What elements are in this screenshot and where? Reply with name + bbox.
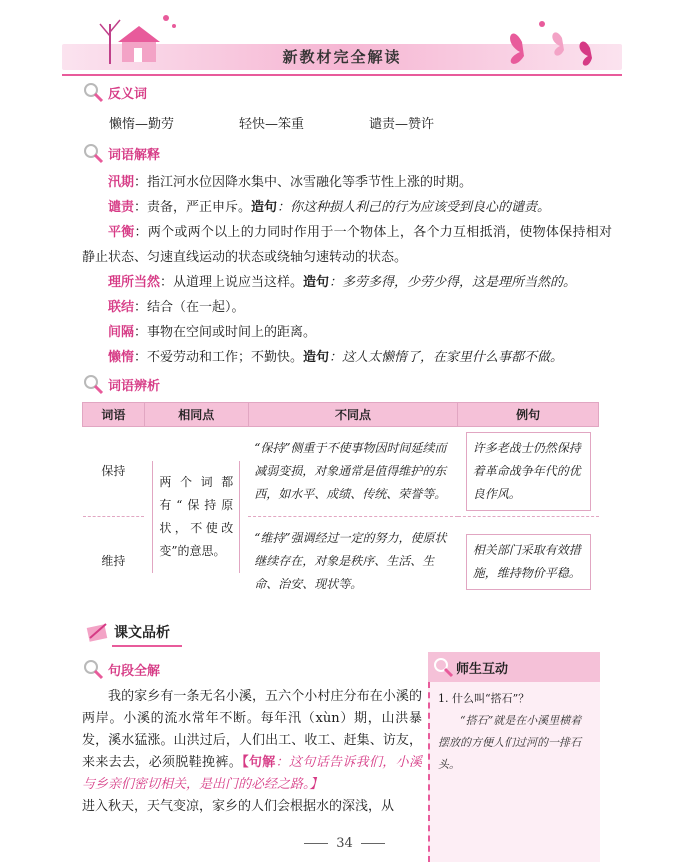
section-label: 词语解释 <box>108 147 161 163</box>
shared-text: 两个词都有“保持原状，不使改变”的意思。 <box>152 461 240 573</box>
definition-term: 汛期 <box>108 175 135 190</box>
definition-text: ：不爱劳动和工作；不勤快。 <box>134 350 304 365</box>
definition-text: ：结合（在一起）。 <box>134 300 245 315</box>
definition-term: 联结 <box>108 300 135 315</box>
definition-item <box>82 295 612 320</box>
interaction-heading <box>428 652 600 682</box>
comparison-table <box>82 402 599 607</box>
definition-term: 平衡 <box>108 225 135 240</box>
definition-item <box>82 170 612 195</box>
magnifier-icon <box>82 373 104 395</box>
antonym-list <box>109 113 434 132</box>
header-underline <box>62 74 622 76</box>
table-header: 词语 <box>83 403 145 427</box>
section-analysis-heading <box>82 373 160 395</box>
definition-term: 懒惰 <box>108 350 135 365</box>
section-label: 课文品析 <box>114 625 170 641</box>
definition-term: 理所当然 <box>108 275 161 290</box>
definition-text: ：责备，严正申斥。 <box>134 200 252 215</box>
definition-term: 谴责 <box>108 200 135 215</box>
header-title: 新教材完全解读 <box>282 48 402 66</box>
section-label: 词语辨析 <box>108 378 161 394</box>
example-label: 造句 <box>303 350 330 365</box>
definition-item <box>82 195 612 220</box>
example-sentence: ：多劳多得，少劳少得，这是理所当然的。 <box>329 275 577 290</box>
example-label: 造句 <box>251 200 278 215</box>
table-header-row <box>83 403 599 427</box>
lesson-underline <box>112 645 182 647</box>
interaction-body <box>428 682 600 862</box>
example-sentence: ：你这种损人利己的行为应该受到良心的谴责。 <box>277 200 551 215</box>
passage-paragraph: 进入秋天，天气变凉，家乡的人们会根据水的深浅，从 <box>82 799 395 814</box>
interaction-question: 1. 什么叫“搭石”？ <box>438 692 530 705</box>
passage-paragraph <box>82 686 422 796</box>
section-label: 反义词 <box>108 86 148 102</box>
definition-item <box>82 270 612 295</box>
section-antonyms-heading <box>82 81 147 103</box>
table-word: 保持 <box>83 427 145 517</box>
magnifier-icon <box>82 142 104 164</box>
definition-item <box>82 220 612 270</box>
table-row <box>83 427 599 517</box>
page-number: 34 <box>0 836 689 851</box>
antonym-item: 轻快—笨重 <box>239 117 305 132</box>
annotation-label: 【句解 <box>242 755 276 770</box>
magnifier-icon <box>82 658 104 680</box>
passage-body: 我的家乡有一条无名小溪，五六个小村庄分布在小溪的两岸。小溪的流水常年不断。每年汛（xùn）期，山洪暴发，溪水猛涨。山洪过后，人们出工、收工、赶集、访友，来来去去，必须脱鞋挽裤。 <box>82 689 422 770</box>
table-header: 不同点 <box>248 403 458 427</box>
section-label: 师生互动 <box>456 661 509 677</box>
table-header: 相同点 <box>144 403 248 427</box>
interaction-answer: “搭石”就是在小溪里横着摆放的方便人们过河的一排石头。 <box>438 714 582 771</box>
definition-text: ：事物在空间或时间上的距离。 <box>134 325 317 340</box>
section-explanation-heading <box>82 142 160 164</box>
page-header <box>62 0 622 80</box>
definition-item <box>82 320 612 345</box>
definition-text: ：从道理上说应当这样。 <box>160 275 304 290</box>
definition-term: 间隔 <box>108 325 135 340</box>
lesson-analysis-heading <box>86 620 170 644</box>
definition-text: ：两个或两个以上的力同时作用于一个物体上，各个力互相抵消，使物体保持相对静止状态、匀速直线运动的状态或绕轴匀速转动的状态。 <box>82 225 612 265</box>
table-diff: “保持”侧重于不使事物因时间延续而减弱变损，对象通常是值得维护的东西，如水平、成绩、传统、荣誉等。 <box>248 427 458 517</box>
passage-text <box>82 686 422 818</box>
section-sentence-heading <box>82 658 160 680</box>
interaction-box <box>428 652 600 862</box>
antonym-item: 懒惰—勤劳 <box>109 117 175 132</box>
house-tree-illustration <box>92 6 182 72</box>
table-example <box>458 427 599 517</box>
example-sentence: ：这人太懒惰了，在家里什么事都不做。 <box>329 350 564 365</box>
annotation-text: ：这句话告诉我们，小溪与乡亲们密切相关，是出门的必经之路。】 <box>82 755 422 792</box>
table-word: 维持 <box>83 517 145 607</box>
butterfly-decoration <box>502 12 612 74</box>
magnifier-icon <box>432 656 454 678</box>
table-header: 例句 <box>458 403 599 427</box>
table-shared <box>144 427 248 607</box>
example-text: 相关部门采取有效措施，维持物价平稳。 <box>466 534 591 590</box>
antonym-item: 谴责—赞许 <box>369 117 435 132</box>
definition-text: ：指江河水位因降水集中、冰雪融化等季节性上涨的时期。 <box>134 175 473 190</box>
example-label: 造句 <box>303 275 330 290</box>
magnifier-icon <box>82 81 104 103</box>
example-text: 许多老战士仍然保持着革命战争年代的优良作风。 <box>466 432 591 511</box>
table-example <box>458 517 599 607</box>
section-label: 句段全解 <box>108 663 161 679</box>
table-diff: “维持”强调经过一定的努力，使原状继续存在，对象是秩序、生活、生命、治安、现状等。 <box>248 517 458 607</box>
definition-item <box>82 345 612 370</box>
pencil-book-icon <box>86 620 110 644</box>
